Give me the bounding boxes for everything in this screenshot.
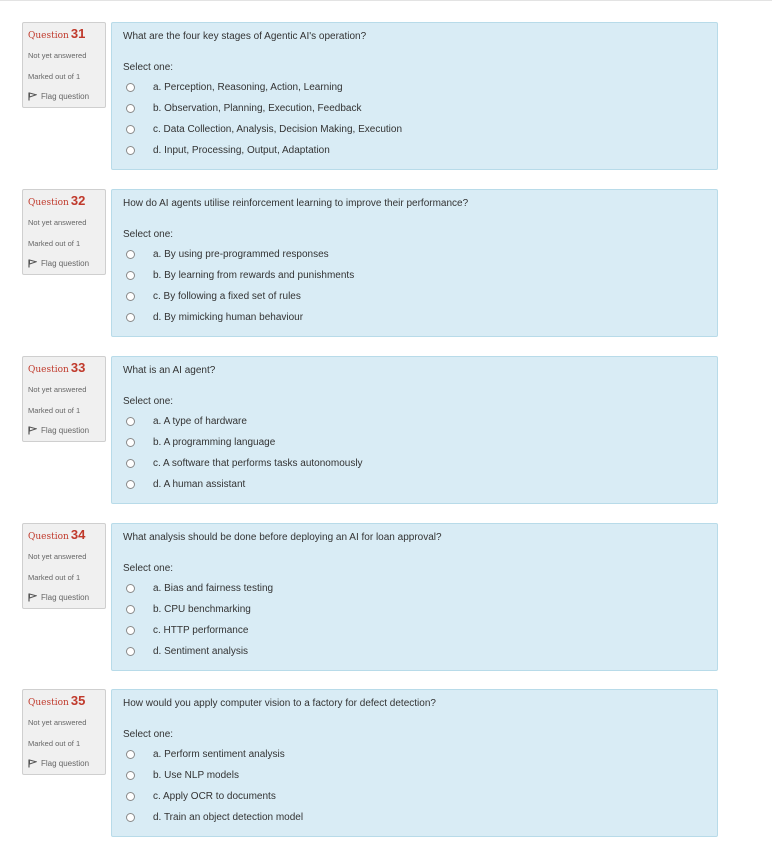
answer-option-a[interactable]: [126, 244, 354, 265]
radio-button[interactable]: [126, 146, 135, 155]
question-text: What analysis should be done before deploying an AI for loan approval?: [123, 532, 442, 543]
option-label: d. Input, Processing, Output, Adaptation: [153, 145, 330, 156]
question-number: [28, 195, 105, 209]
answer-option-b[interactable]: [126, 432, 363, 453]
question-label: Question: [28, 198, 69, 208]
radio-button[interactable]: [126, 480, 135, 489]
question-content: [111, 523, 718, 671]
answer-option-b[interactable]: [126, 765, 303, 786]
answer-option-d[interactable]: [126, 474, 363, 495]
select-one-prompt: Select one:: [123, 229, 174, 240]
answer-option-a[interactable]: [126, 77, 402, 98]
question-content: [111, 189, 718, 337]
option-label: c. Apply OCR to documents: [153, 791, 276, 802]
question-info: [22, 189, 106, 275]
answer-options: [126, 77, 402, 161]
option-label: c. HTTP performance: [153, 625, 249, 636]
radio-button[interactable]: [126, 271, 135, 280]
question-number: [28, 362, 105, 376]
radio-button[interactable]: [126, 438, 135, 447]
question-number: [28, 695, 105, 709]
question-info: [22, 523, 106, 609]
radio-button[interactable]: [126, 792, 135, 801]
question-text: How do AI agents utilise reinforcement learning to improve their performance?: [123, 198, 469, 209]
flag-icon: [28, 759, 37, 768]
question-grade: Marked out of 1: [28, 72, 81, 81]
question-content: [111, 22, 718, 170]
option-label: c. A software that performs tasks autonomously: [153, 458, 363, 469]
radio-button[interactable]: [126, 626, 135, 635]
question-content: [111, 356, 718, 504]
question-state: Not yet answered: [28, 552, 87, 561]
radio-button[interactable]: [126, 125, 135, 134]
question-35: [22, 689, 718, 837]
answer-options: [126, 578, 273, 662]
radio-button[interactable]: [126, 750, 135, 759]
answer-option-b[interactable]: [126, 265, 354, 286]
answer-option-d[interactable]: [126, 641, 273, 662]
answer-option-c[interactable]: [126, 286, 354, 307]
question-state: Not yet answered: [28, 718, 87, 727]
flag-question-link[interactable]: [28, 759, 105, 768]
question-number-value: 35: [70, 693, 86, 708]
question-info: [22, 689, 106, 775]
option-label: c. Data Collection, Analysis, Decision Making, Execution: [153, 124, 403, 135]
radio-button[interactable]: [126, 313, 135, 322]
option-label: c. By following a fixed set of rules: [153, 291, 301, 302]
answer-option-c[interactable]: [126, 119, 402, 140]
top-divider: [0, 0, 772, 1]
question-grade: Marked out of 1: [28, 406, 81, 415]
answer-option-d[interactable]: [126, 307, 354, 328]
option-label: a. Perform sentiment analysis: [153, 749, 285, 760]
question-label: Question: [28, 532, 69, 542]
question-number-value: 31: [70, 26, 86, 41]
question-number: [28, 28, 105, 42]
answer-option-d[interactable]: [126, 140, 402, 161]
flag-icon: [28, 593, 37, 602]
question-text: What are the four key stages of Agentic AI's operation?: [123, 31, 367, 42]
question-32: [22, 189, 718, 337]
question-number-value: 32: [70, 193, 86, 208]
radio-button[interactable]: [126, 647, 135, 656]
flag-icon: [28, 426, 37, 435]
option-label: b. A programming language: [153, 437, 276, 448]
select-one-prompt: Select one:: [123, 62, 174, 73]
option-label: b. CPU benchmarking: [153, 604, 251, 615]
radio-button[interactable]: [126, 813, 135, 822]
flag-question-link[interactable]: [28, 259, 105, 268]
option-label: a. A type of hardware: [153, 416, 247, 427]
answer-option-c[interactable]: [126, 786, 303, 807]
flag-question-label: Flag question: [41, 426, 90, 435]
radio-button[interactable]: [126, 417, 135, 426]
option-label: d. Train an object detection model: [153, 812, 304, 823]
question-label: Question: [28, 365, 69, 375]
option-label: a. Bias and fairness testing: [153, 583, 274, 594]
question-state: Not yet answered: [28, 385, 87, 394]
answer-option-b[interactable]: [126, 98, 402, 119]
select-one-prompt: Select one:: [123, 396, 174, 407]
answer-options: [126, 411, 363, 495]
flag-question-link[interactable]: [28, 92, 105, 101]
question-number-value: 33: [70, 360, 86, 375]
answer-options: [126, 244, 354, 328]
question-state: Not yet answered: [28, 218, 87, 227]
radio-button[interactable]: [126, 292, 135, 301]
answer-option-a[interactable]: [126, 411, 363, 432]
answer-option-a[interactable]: [126, 578, 273, 599]
question-31: [22, 22, 718, 170]
option-label: b. Use NLP models: [153, 770, 239, 781]
option-label: b. By learning from rewards and punishments: [153, 270, 355, 281]
flag-question-label: Flag question: [41, 759, 90, 768]
question-label: Question: [28, 698, 69, 708]
radio-button[interactable]: [126, 250, 135, 259]
question-state: Not yet answered: [28, 51, 87, 60]
flag-icon: [28, 92, 37, 101]
flag-question-link[interactable]: [28, 593, 105, 602]
option-label: a. By using pre-programmed responses: [153, 249, 329, 260]
flag-question-label: Flag question: [41, 593, 90, 602]
question-content: [111, 689, 718, 837]
radio-button[interactable]: [126, 771, 135, 780]
answer-option-c[interactable]: [126, 453, 363, 474]
question-text: How would you apply computer vision to a factory for defect detection?: [123, 698, 436, 709]
answer-option-a[interactable]: [126, 744, 303, 765]
flag-icon: [28, 259, 37, 268]
question-grade: Marked out of 1: [28, 573, 81, 582]
question-grade: Marked out of 1: [28, 239, 81, 248]
select-one-prompt: Select one:: [123, 563, 174, 574]
question-info: [22, 356, 106, 442]
question-34: [22, 523, 718, 671]
radio-button[interactable]: [126, 605, 135, 614]
question-number-value: 34: [70, 527, 86, 542]
option-label: d. Sentiment analysis: [153, 646, 249, 657]
option-label: a. Perception, Reasoning, Action, Learning: [153, 82, 343, 93]
option-label: d. A human assistant: [153, 479, 246, 490]
radio-button[interactable]: [126, 584, 135, 593]
radio-button[interactable]: [126, 83, 135, 92]
answer-option-c[interactable]: [126, 620, 273, 641]
option-label: d. By mimicking human behaviour: [153, 312, 304, 323]
flag-question-label: Flag question: [41, 92, 90, 101]
radio-button[interactable]: [126, 459, 135, 468]
question-grade: Marked out of 1: [28, 739, 81, 748]
flag-question-label: Flag question: [41, 259, 90, 268]
answer-option-d[interactable]: [126, 807, 303, 828]
question-33: [22, 356, 718, 504]
question-label: Question: [28, 31, 69, 41]
flag-question-link[interactable]: [28, 426, 105, 435]
question-text: What is an AI agent?: [123, 365, 216, 376]
select-one-prompt: Select one:: [123, 729, 174, 740]
question-info: [22, 22, 106, 108]
radio-button[interactable]: [126, 104, 135, 113]
question-number: [28, 529, 105, 543]
answer-option-b[interactable]: [126, 599, 273, 620]
answer-options: [126, 744, 303, 828]
option-label: b. Observation, Planning, Execution, Feedback: [153, 103, 362, 114]
